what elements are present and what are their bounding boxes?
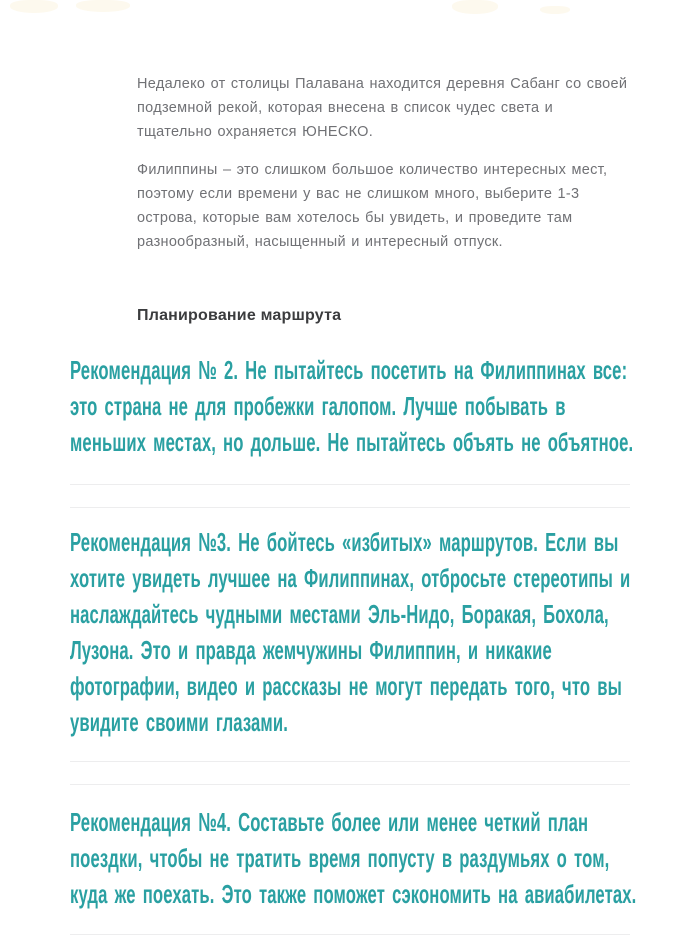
section-heading-route-planning: Планирование маршрута — [137, 307, 342, 325]
section-divider — [70, 934, 630, 935]
page-top-artifact — [540, 6, 570, 14]
section-divider — [70, 761, 630, 762]
section-divider — [70, 484, 630, 485]
section-divider — [70, 784, 630, 785]
recommendation-4-text: Рекомендация №4. Составьте более или менее четкий план поездки, чтобы не тратить время попусту в раздумьях о том, куда же поехать. Это также поможет сэкономить на авиабилетах. — [70, 807, 637, 909]
intro-paragraph-philippines: Филиппины – это слишком большое количество интересных мест, поэтому если времени у вас не слишком много, выберите 1-3 острова, которые вам хотелось бы увидеть, и проведите там разнообразный, насыщенный и интересный отпуск. — [137, 161, 608, 250]
page-top-artifact — [76, 0, 130, 12]
recommendation-3-text: Рекомендация №3. Не бойтесь «избитых» маршрутов. Если вы хотите увидеть лучшее на Филиппинах, отбросьте стереотипы и наслаждайтесь чудными местами Эль-Нидо, Боракая, Бохола, Лузона. Это и правда жемчужины Филиппин, и никакие фотографии, видео и рассказы не могут передать того, что вы увидите своими глазами. — [70, 527, 631, 737]
section-divider — [70, 507, 630, 508]
recommendation-2-text: Рекомендация № 2. Не пытайтесь посетить на Филиппинах все: это страна не для пробежки галопом. Лучше побывать в меньших местах, но дольше. Не пытайтесь объять не объятное. — [70, 355, 634, 457]
page-top-artifact — [10, 0, 58, 13]
page-top-artifact — [452, 0, 498, 14]
intro-paragraph-unesco: Недалеко от столицы Палавана находится деревня Сабанг со своей подземной рекой, которая внесена в список чудес света и тщательно охраняется ЮНЕСКО. — [137, 75, 628, 140]
